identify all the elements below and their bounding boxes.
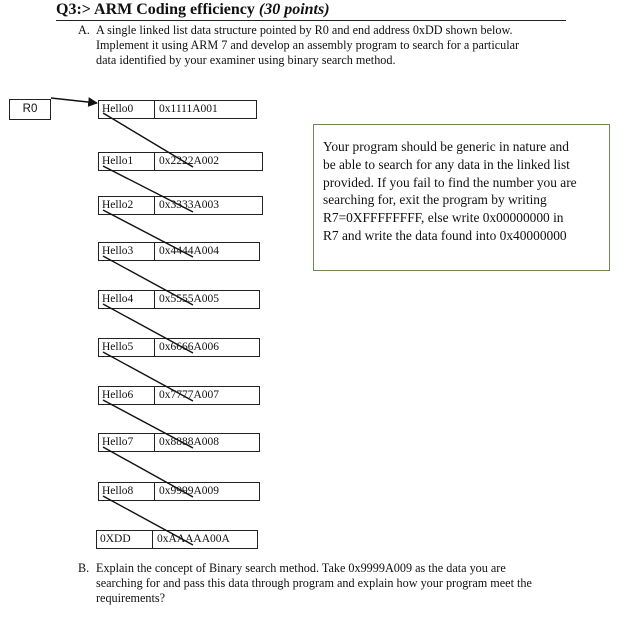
part-b-line: Explain the concept of Binary search method. Take 0x9999A009 as the data you are	[96, 561, 506, 575]
node-data: Hello0	[99, 101, 155, 118]
node-data: Hello1	[99, 153, 155, 170]
info-line: R7 and write the data found into 0x40000000	[323, 227, 567, 243]
node-data: Hello4	[99, 291, 155, 308]
part-b-line: requirements?	[96, 591, 166, 605]
question-points: (30 points)	[258, 1, 330, 18]
node-address: 0x5555A005	[159, 293, 220, 305]
link-arrow	[103, 113, 193, 167]
part-a-line: A single linked list data structure pointed by R0 and end address 0xDD shown below.	[96, 23, 513, 37]
node-data: Hello6	[99, 387, 155, 404]
question-number: Q3:>	[56, 1, 91, 18]
node-data: Hello5	[99, 339, 155, 356]
link-arrow	[103, 256, 193, 305]
info-line: R7=0XFFFFFFFF, else write 0x00000000 in	[323, 210, 564, 226]
node-address: 0x3333A003	[159, 199, 220, 211]
part-b-label: B.	[78, 561, 90, 575]
link-arrow	[103, 400, 193, 448]
node-data: Hello8	[99, 483, 155, 500]
node-address: 0x9999A009	[159, 485, 220, 497]
info-line: Your program should be generic in nature and	[323, 139, 569, 154]
link-arrow	[103, 304, 193, 353]
node-address: 0x1111A001	[159, 103, 218, 115]
node-address: 0x6666A006	[159, 341, 220, 353]
node-address: 0xAAAAA00A	[157, 533, 230, 545]
link-arrow	[103, 352, 193, 401]
info-line: searching for, exit the program by writing	[323, 192, 547, 208]
node-data: Hello7	[99, 434, 155, 451]
node-address: 0x4444A004	[159, 245, 220, 257]
part-a-line: Implement it using ARM 7 and develop an assembly program to search for a particular	[96, 38, 520, 52]
part-b-line: searching for and pass this data through program and explain how your program meet the	[96, 576, 532, 590]
part-b-paragraph	[78, 561, 532, 606]
info-line: be able to search for any data in the linked list	[323, 156, 570, 172]
link-arrow	[103, 447, 193, 497]
part-a-line: data identified by your examiner using binary search method.	[96, 53, 396, 67]
question-heading: ARM Coding efficiency	[94, 1, 255, 18]
info-line: provided. If you fail to find the number you are	[323, 174, 577, 190]
info-text	[323, 138, 604, 245]
link-arrow	[103, 210, 193, 257]
r0-pointer-arrow	[51, 98, 97, 103]
part-a-label: A.	[78, 23, 90, 37]
r0-register-box: R0	[9, 99, 51, 120]
link-arrow	[103, 166, 193, 212]
node-address: 0x8888A008	[159, 436, 220, 448]
node-data: Hello2	[99, 197, 155, 214]
node-data: Hello3	[99, 243, 155, 260]
node-address: 0x2222A002	[159, 155, 220, 167]
link-arrow	[103, 496, 193, 545]
node-address: 0x7777A007	[159, 389, 220, 401]
info-box	[313, 124, 610, 271]
node-data: 0XDD	[97, 531, 153, 548]
